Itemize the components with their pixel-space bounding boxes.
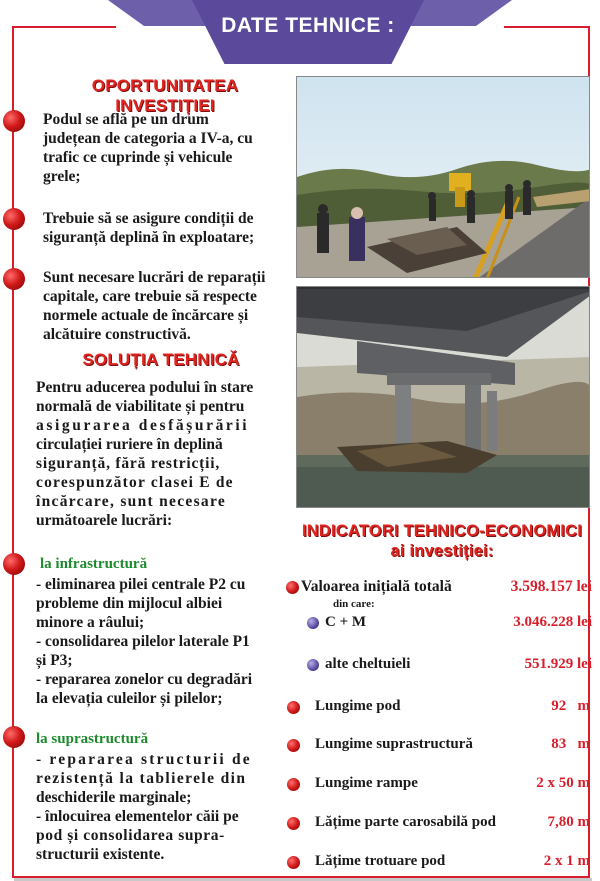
indicatori-subheading: ai investiției: [390,542,494,560]
oportunitate-item-3 [43,268,288,344]
indicator-label: Lungime rampe [315,775,418,791]
text-line: alcătuire constructivă. [43,326,191,343]
oportunitate-item-2 [43,209,288,247]
bridge-pier-photo [296,286,590,508]
alte-label: alte cheltuieli [325,656,411,672]
text-line: Sunt necesare lucrări de reparații [43,269,266,286]
text-line: județean de categoria a IV-a, cu [43,130,253,147]
indicator-label: Lățime parte carosabilă pod [315,814,496,830]
page-title: DATE TEHNICE : [221,14,395,37]
text-line: grele; [43,168,81,185]
text-line: minore a râului; [36,614,145,631]
text-line: circulației ruriere în deplină [36,436,223,453]
bullet-icon [287,856,300,869]
frame-top-left [12,26,116,28]
alte-value: 551.929 lei [524,656,592,672]
text-line: Trebuie să se asigure condiții de [43,210,254,227]
indicator-value: 2 x 50 m [536,775,590,791]
oportunitate-heading: OPORTUNITATEA INVESTIȚIEI [91,76,239,115]
text-line: siguranță, fără restricții, [36,455,221,472]
cm-label: C + M [325,614,367,630]
bullet-icon [287,739,300,752]
bullet-icon [307,617,319,629]
cm-value: 3.046.228 lei [513,614,592,630]
text-line: deschiderile marginale; [36,789,192,806]
text-line: asigurarea desfășurării [36,417,250,434]
text-line: - repararea zonelor cu degradări [36,671,253,688]
bullet-icon [287,701,300,714]
text-line: Pentru aducerea podului în stare [36,379,254,396]
indicator-value: 7,80 m [547,814,590,830]
text-line: pod și consolidarea supra- [36,827,225,844]
text-line: normală de viabilitate și pentru [36,398,245,415]
bridge-deck-photo [296,76,590,278]
frame-top-right [504,26,590,28]
bullet-icon [307,659,319,671]
suprastructura-heading: la suprastructură [36,731,149,747]
bullet-icon [3,268,25,290]
indicator-value: 2 x 1 m [543,853,590,869]
oportunitate-item-1 [43,110,283,186]
din-care-label: din care: [333,598,375,610]
bullet-icon [3,208,25,230]
bridge-deck-image [297,77,590,278]
indicator-label: Lățime trotuare pod [315,853,446,869]
bullet-icon [3,110,25,132]
text-line: probleme din mijlocul albiei [36,595,223,612]
bullet-icon [287,778,300,791]
text-line: - consolidarea pilelor laterale P1 [36,633,250,650]
text-line: corespunzător clasei E de [36,474,234,491]
infrastructura-heading: la infrastructură [40,556,148,572]
bullet-icon [286,581,299,594]
bullet-icon [287,817,300,830]
bullet-icon [3,726,25,748]
indicator-value: 83 m [551,736,590,752]
frame-left [12,26,14,878]
text-line: - înlocuirea elementelor căii pe [36,808,239,825]
valoare-label: Valoarea inițială totală [301,578,452,595]
text-line: rezistență la tablierele din [36,770,247,787]
bullet-icon [3,553,25,575]
infrastructura-text [36,575,284,708]
suprastructura-text [36,750,282,864]
indicator-value: 92 m [551,698,590,714]
text-line: normele actuale de încărcare și [43,307,249,324]
valoare-value: 3.598.157 lei [510,578,592,595]
solutie-heading: SOLUȚIA TEHNICĂ [82,350,240,369]
indicatori-heading: INDICATORI TEHNICO-ECONOMICI [302,522,582,540]
solutie-text [36,378,282,530]
text-line: siguranță deplină în exploatare; [43,229,255,246]
text-line: - eliminarea pilei centrale P2 cu [36,576,246,593]
text-line: trafic ce cuprinde și vehicule [43,149,233,166]
text-line: capitale, care trebuie să respecte [43,288,257,305]
text-line: și P3; [36,652,73,669]
text-line: structurii existente. [36,846,165,863]
text-line: încărcare, sunt necesare [36,493,227,510]
text-line: următoarele lucrări: [36,512,173,529]
text-line: la elevația culeilor și pilelor; [36,690,223,707]
text-line: - repararea structurii de [36,751,252,768]
text-line: Podul se află pe un drum [43,111,209,128]
bridge-pier-image [297,287,590,508]
indicator-label: Lungime pod [315,698,401,714]
indicator-label: Lungime suprastructură [315,736,473,752]
